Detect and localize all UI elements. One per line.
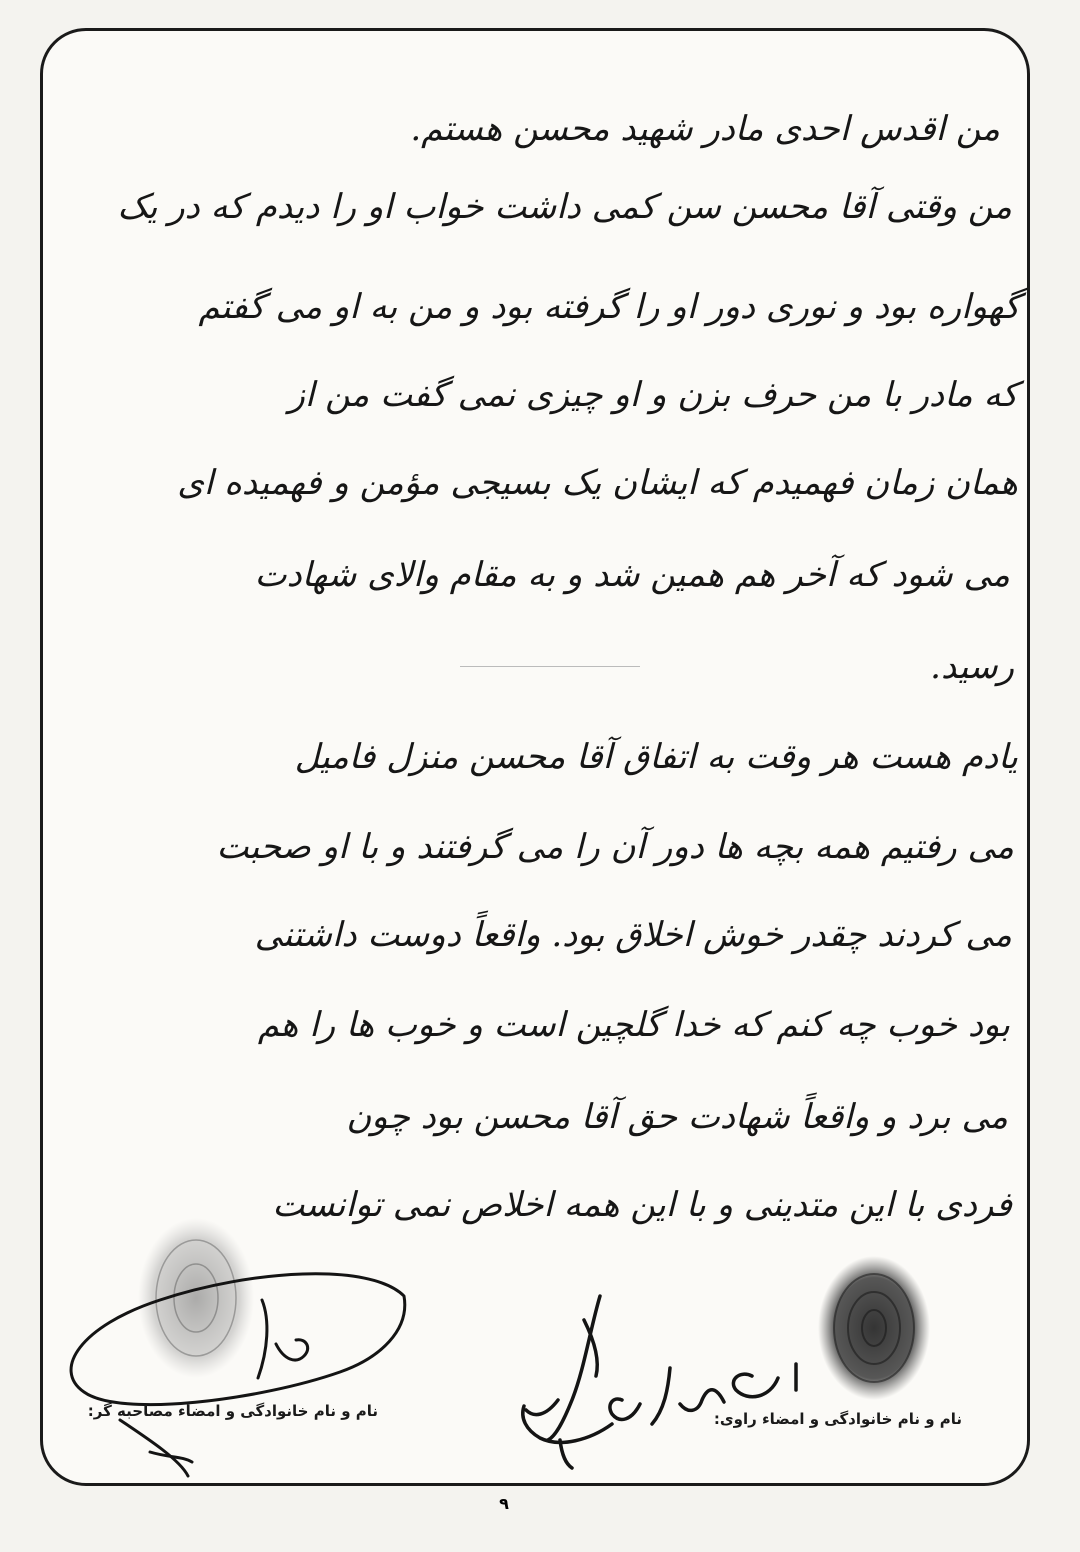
narrator-signature-label: نام و نام خانوادگی و امضاء راوی:: [713, 1410, 962, 1428]
narrator-signature: [523, 1296, 796, 1468]
letter-line: رسید.: [930, 647, 1014, 687]
narrator-fingerprint-icon: [818, 1256, 930, 1400]
letter-line: گهواره بود و نوری دور او را گرفته بود و من به او می گفتم: [198, 287, 1020, 327]
letter-line: بود خوب چه کنم که خدا گلچین است و خوب ها را هم: [257, 1005, 1010, 1045]
letter-line: فردی با این متدینی و با این همه اخلاص نمی توانست: [272, 1185, 1012, 1225]
letter-line: یادم هست هر وقت به اتفاق آقا محسن منزل فامیل: [294, 737, 1018, 777]
letter-line: می کردند چقدر خوش اخلاق بود. واقعاً دوست داشتنی: [254, 915, 1012, 955]
letter-line: می برد و واقعاً شهادت حق آقا محسن بود چون: [346, 1097, 1008, 1137]
letter-line: من وقتی آقا محسن سن کمی داشت خواب او را دیدم که در یک: [117, 187, 1012, 227]
page-number: ۹: [499, 1494, 509, 1513]
letter-line: من اقدس احدی مادر شهید محسن هستم.: [410, 109, 1000, 149]
letter-line: همان زمان فهمیدم که ایشان یک بسیجی مؤمن و فهمیده ای: [177, 463, 1018, 503]
letter-line: می رفتیم همه بچه ها دور آن را می گرفتند و با او صحبت: [216, 827, 1014, 867]
interviewer-signature-label: نام و نام خانوادگی و امضاء مصاحبه گر:: [87, 1402, 378, 1420]
letter-line: می شود که آخر هم همین شد و به مقام والای شهادت: [254, 555, 1010, 595]
interviewer-fingerprint-icon: [138, 1218, 254, 1378]
letter-line: که مادر با من حرف بزن و او چیزی نمی گفت من از: [288, 375, 1018, 415]
